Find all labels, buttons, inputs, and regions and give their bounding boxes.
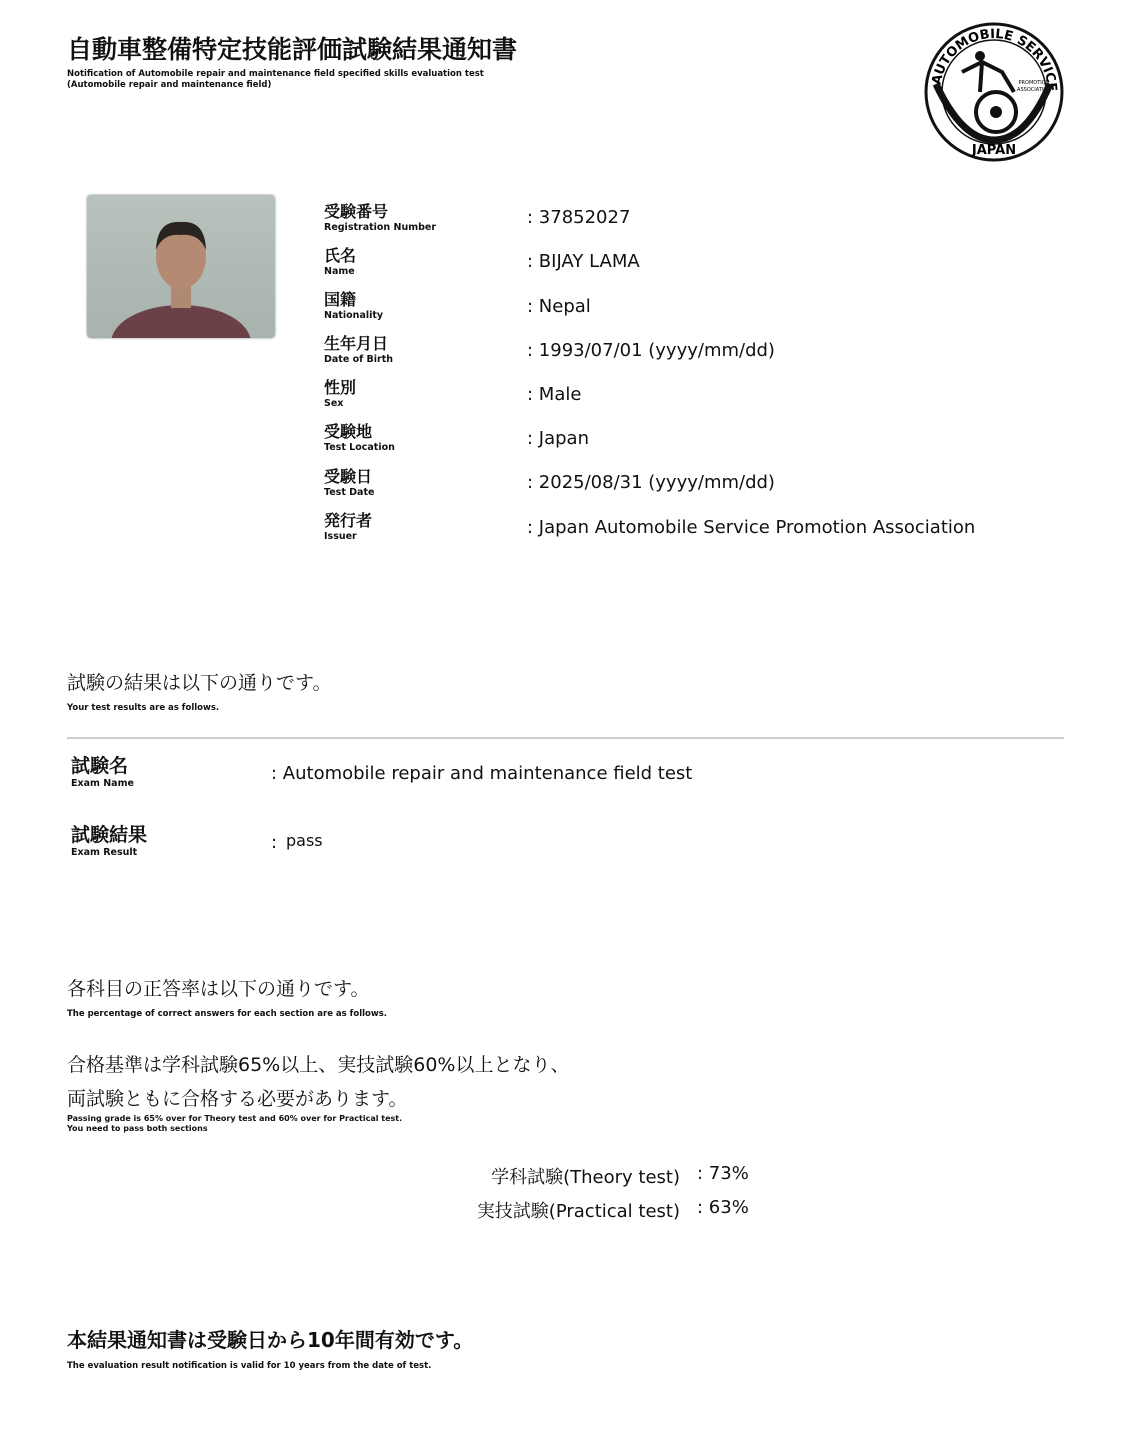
exam-result-label (71, 820, 147, 858)
label-en: Registration Number (324, 222, 437, 233)
validity-jp: 本結果通知書は受験日から10年間有効です。 (67, 1328, 474, 1352)
test-location-value: : Japan (527, 428, 589, 449)
label-en: Date of Birth (324, 354, 394, 365)
registration-number-value: : 37852027 (527, 207, 631, 228)
document-subtitle-en (67, 69, 484, 91)
document-title: 自動車整備特定技能評価試験結果通知書 (67, 35, 518, 64)
criteria-jp-line-2: 両試験ともに合格する必要があります。 (67, 1088, 408, 1110)
detail-row-test-date (324, 464, 374, 498)
label-en: Test Date (324, 487, 375, 498)
label-jp: 試験結果 (71, 824, 148, 846)
test-date-value: : 2025/08/31 (yyyy/mm/dd) (527, 472, 775, 493)
label-jp: 発行者 (324, 511, 373, 530)
theory-test-label: 学科試験(Theory test) (491, 1167, 680, 1188)
detail-row-test-location (324, 419, 395, 453)
label-en: Exam Result (71, 847, 138, 858)
name-value: : BIJAY LAMA (527, 251, 640, 272)
label-en: Exam Name (71, 778, 134, 789)
practical-test-score: : 63% (697, 1197, 749, 1218)
label-jp: 受験日 (324, 467, 373, 486)
validity-en: The evaluation result notification is valid for 10 years from the date of test. (67, 1361, 432, 1371)
results-heading-en: Your test results are as follows. (67, 703, 220, 713)
theory-test-score: : 73% (697, 1163, 749, 1184)
label-jp: 受験番号 (324, 202, 389, 221)
exam-result-colon: : (271, 832, 278, 853)
applicant-photo (87, 195, 275, 338)
label-en: Nationality (324, 310, 384, 321)
svg-text:ASSOCIATION: ASSOCIATION (1017, 87, 1051, 93)
divider (67, 737, 1064, 739)
label-en: Sex (324, 398, 344, 409)
detail-row-dob (324, 331, 393, 365)
label-jp: 国籍 (324, 290, 357, 309)
detail-row-name (324, 243, 356, 277)
label-jp: 氏名 (324, 246, 357, 265)
label-en: Test Location (324, 442, 395, 453)
exam-name-label (71, 751, 134, 789)
exam-name-value: : Automobile repair and maintenance field test (271, 763, 693, 784)
detail-row-issuer (324, 508, 372, 542)
label-jp: 試験名 (71, 755, 129, 777)
person-silhouette-icon (87, 195, 275, 338)
label-jp: 生年月日 (324, 334, 389, 353)
detail-row-sex (324, 375, 356, 409)
svg-text:JAPAN: JAPAN (971, 143, 1017, 158)
svg-text:PROMOTION: PROMOTION (1018, 80, 1050, 86)
criteria-en-line-2: You need to pass both sections (67, 1124, 208, 1133)
criteria-en (67, 1114, 402, 1134)
exam-result-value: pass (286, 831, 323, 850)
issuer-value: : Japan Automobile Service Promotion Association (527, 517, 976, 538)
subtitle-line-1: Notification of Automobile repair and maintenance field specified skills evaluation test (67, 69, 484, 79)
label-jp: 性別 (324, 378, 357, 397)
association-seal-logo (922, 22, 1066, 162)
label-en: Name (324, 266, 355, 277)
results-heading-jp: 試験の結果は以下の通りです。 (67, 672, 332, 694)
detail-row-registration (324, 199, 436, 233)
dob-value: : 1993/07/01 (yyyy/mm/dd) (527, 340, 775, 361)
nationality-value: : Nepal (527, 296, 591, 317)
sections-heading-jp: 各科目の正答率は以下の通りです。 (67, 978, 370, 1000)
sex-value: : Male (527, 384, 582, 405)
label-jp: 受験地 (324, 422, 373, 441)
sections-heading-en: The percentage of correct answers for each section are as follows. (67, 1009, 388, 1019)
practical-test-label: 実技試験(Practical test) (476, 1201, 680, 1222)
detail-row-nationality (324, 287, 383, 321)
criteria-en-line-1: Passing grade is 65% over for Theory test and 60% over for Practical test. (67, 1114, 403, 1123)
subtitle-line-2: (Automobile repair and maintenance field) (67, 80, 272, 90)
label-en: Issuer (324, 531, 357, 542)
svg-text:AUTOMOBILE SERVICE: AUTOMOBILE SERVICE (929, 26, 1060, 93)
criteria-jp-line-1: 合格基準は学科試験65%以上、実技試験60%以上となり、 (67, 1054, 570, 1076)
